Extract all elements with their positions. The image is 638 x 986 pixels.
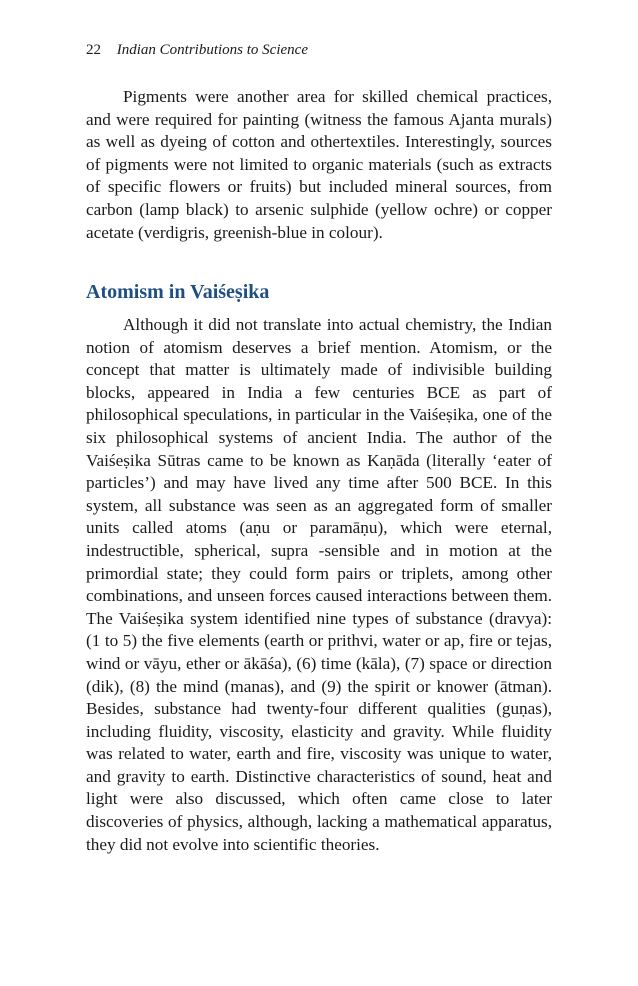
atomism-paragraph: Although it did not translate into actual chemistry, the Indian notion of atomism deserves a brief mention. Atomism, or the concept that matter is ultimately made of indivisible building blocks, appeared in India a few centuries BCE as part of philosophical speculations, in particular in the Vaiśeṣika, one of the six philosophical systems of ancient India. The author of the Vaiśeṣika Sūtras came to be known as Kaṇāda (literally ‘eater of particles’) and may have lived any time after 500 BCE. In this system, all substance was seen as an aggregated form of smaller units called atoms (aṇu or paramāṇu), which were eternal, indestructible, spherical, supra -sensible and in motion at the primordial state; they could form pairs or triplets, among other combinations, and unseen forces caused interactions between them. The Vaiśeṣika system identified nine types of substance (dravya): (1 to 5) the five elements (earth or prithvi, water or ap, fire or tejas, wind or vāyu, ether or ākāśa), (6) time (kāla), (7) space or direction (dik), (8) the mind (manas), and (9) the spirit or knower (ātman). Besides, substance had twenty-four different qualities (guṇas), including fluidity, viscosity, elasticity and gravity. While fluidity was related to water, earth and fire, viscosity was unique to water, and gravity to earth. Distinctive characteristics of sound, heat and light were also discussed, which often came close to later discoveries of physics, although, lacking a mathematical apparatus, they did not evolve into scientific theories. — [86, 315, 552, 854]
section-heading: Atomism in Vaiśeṣika — [86, 281, 270, 303]
running-header — [86, 40, 308, 60]
page-number: 22 — [86, 42, 101, 58]
pigments-paragraph: Pigments were another area for skilled chemical practices, and were required for painting (witness the famous Ajanta murals) as well as dyeing of cotton and othertextiles. Interestingly, sources of pigments were not limited to organic materials (such as extracts of specific flowers or fruits) but included mineral sources, from carbon (lamp black) to arsenic sulphide (yellow ochre) or copper acetate (verdigris, greenish-blue in colour). — [86, 87, 552, 242]
running-title: Indian Contributions to Science — [116, 42, 308, 58]
